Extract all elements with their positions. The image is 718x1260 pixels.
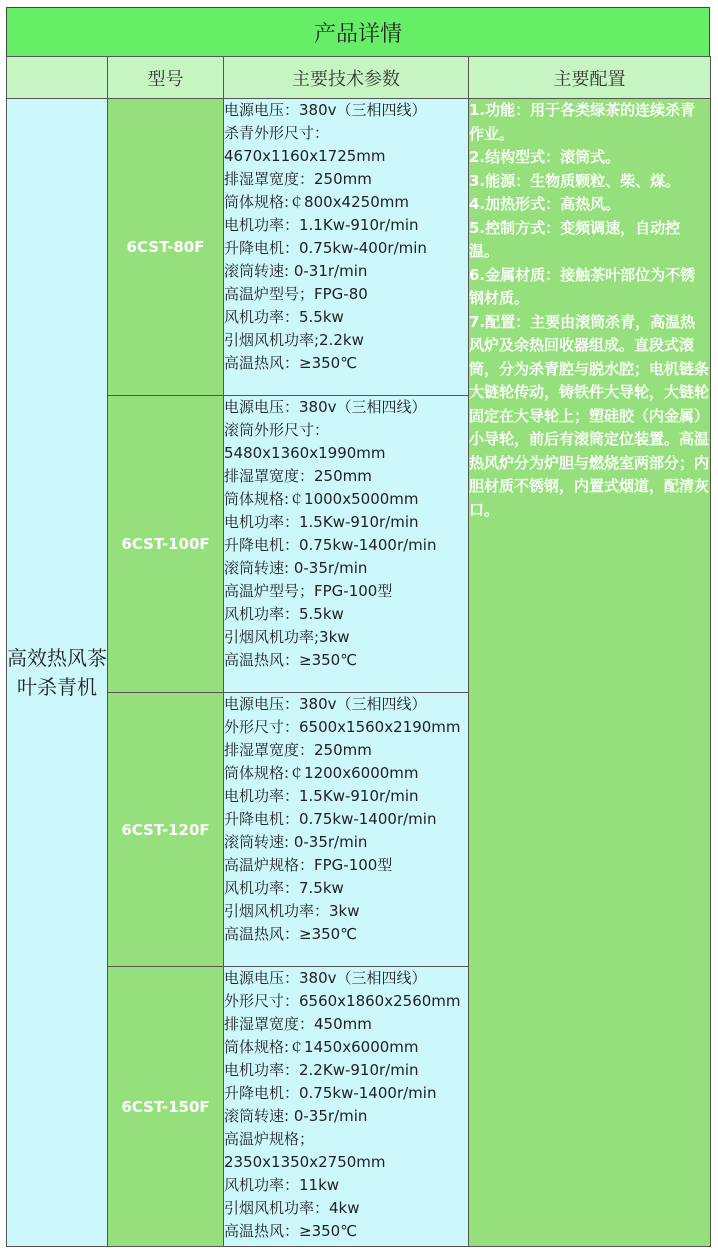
param-line: 升降电机：0.75kw-1400r/min [224, 536, 437, 554]
param-line: 电源电压：380v（三相四线） [224, 398, 427, 416]
param-line: 滚筒转速: 0-31r/min [224, 262, 368, 280]
param-list [224, 99, 469, 396]
config-list [469, 99, 711, 1247]
param-line: 外形尺寸：6560x1860x2560mm [224, 992, 461, 1010]
header-config: 主要配置 [469, 57, 711, 99]
param-line: 电机功率：1.1Kw-910r/min [224, 216, 419, 234]
param-line: 电机功率：1.5Kw-910r/min [224, 513, 419, 531]
param-line: 风机功率：5.5kw [224, 605, 344, 623]
config-item: 7.配置：主要由滚筒杀青，高温热风炉及余热回收器组成。直段式滚筒，分为杀青腔与脱水腔；电机链条大链轮传动，铸铁件大导轮，大链轮固定在大导轮上；塑硅胶（内金属）小导轮，前后有滚筒定位装置。高温热风炉分为炉胆与燃烧室两部分；内胆材质不锈钢，内置式烟道，配清灰口。 [469, 312, 710, 519]
param-line: 高温热风：≥350℃ [224, 354, 358, 372]
param-line: 高温热风：≥350℃ [224, 925, 358, 943]
param-line: 排湿罩宽度：250mm [224, 741, 372, 759]
config-item: 1.功能：用于各类绿茶的连续杀青作业。 [469, 101, 696, 143]
param-line: 杀青外形尺寸： [224, 124, 330, 142]
param-line: 筒体规格:￠1200x6000mm [224, 764, 419, 782]
param-line: 高温热风：≥350℃ [224, 1222, 358, 1240]
param-line: 高温炉规格：FPG-100型 [224, 856, 393, 874]
param-line: 筒体规格:￠1450x6000mm [224, 1038, 419, 1056]
param-line: 引烟风机功率：4kw [224, 1199, 360, 1217]
param-line: 5480x1360x1990mm [224, 444, 386, 462]
param-list [224, 693, 469, 967]
config-item: 6.金属材质：接触茶叶部位为不锈钢材质。 [469, 265, 696, 307]
param-line: 高温炉规格； [224, 1130, 315, 1148]
param-line: 2350x1350x2750mm [224, 1153, 386, 1171]
config-item: 3.能源：生物质颗粒、柴、煤。 [469, 171, 681, 190]
config-item: 4.加热形式：高热风。 [469, 195, 621, 213]
param-line: 滚筒转速: 0-35r/min [224, 1107, 368, 1125]
param-line: 风机功率：5.5kw [224, 308, 344, 326]
param-line: 滚筒转速: 0-35r/min [224, 559, 368, 577]
header-blank [7, 57, 108, 99]
param-line: 滚筒外形尺寸： [224, 421, 330, 439]
config-item: 2.结构型式：滚筒式。 [469, 148, 621, 166]
param-line: 电源电压：380v（三相四线） [224, 969, 427, 987]
model-name: 6CST-150F [108, 967, 224, 1247]
model-name: 6CST-80F [108, 99, 224, 396]
param-line: 高温炉型号；FPG-80 [224, 285, 368, 303]
param-line: 4670x1160x1725mm [224, 147, 386, 165]
param-line: 升降电机：0.75kw-1400r/min [224, 1084, 437, 1102]
param-list [224, 396, 469, 693]
spec-table [6, 56, 711, 1247]
model-name: 6CST-120F [108, 693, 224, 967]
product-name: 高效热风茶叶杀青机 [7, 99, 108, 1247]
header-params: 主要技术参数 [224, 57, 469, 99]
param-line: 升降电机：0.75kw-1400r/min [224, 810, 437, 828]
config-item: 5.控制方式：变频调速，自动控温。 [469, 218, 681, 260]
param-line: 风机功率：7.5kw [224, 879, 344, 897]
param-line: 排湿罩宽度：250mm [224, 467, 372, 485]
param-line: 电机功率：1.5Kw-910r/min [224, 787, 419, 805]
param-line: 排湿罩宽度：250mm [224, 170, 372, 188]
param-line: 风机功率：11kw [224, 1176, 340, 1194]
header-row [7, 57, 711, 99]
param-line: 高温热风：≥350℃ [224, 651, 358, 669]
page-title: 产品详情 [6, 7, 710, 57]
header-model: 型号 [108, 57, 224, 99]
param-line: 引烟风机功率：3kw [224, 902, 360, 920]
param-line: 升降电机：0.75kw-400r/min [224, 239, 427, 257]
param-line: 高温炉型号；FPG-100型 [224, 582, 393, 600]
param-line: 滚筒转速: 0-35r/min [224, 833, 368, 851]
param-line: 引烟风机功率;3kw [224, 628, 350, 646]
table-row [7, 99, 711, 396]
param-line: 外形尺寸：6500x1560x2190mm [224, 718, 461, 736]
param-line: 筒体规格:￠800x4250mm [224, 193, 409, 211]
param-line: 引烟风机功率;2.2kw [224, 331, 364, 349]
param-line: 电源电压：380v（三相四线） [224, 101, 427, 119]
param-line: 电源电压：380v（三相四线） [224, 695, 427, 713]
param-line: 筒体规格:￠1000x5000mm [224, 490, 419, 508]
model-name: 6CST-100F [108, 396, 224, 693]
param-line: 排湿罩宽度：450mm [224, 1015, 372, 1033]
param-line: 电机功率：2.2Kw-910r/min [224, 1061, 419, 1079]
param-list [224, 967, 469, 1247]
